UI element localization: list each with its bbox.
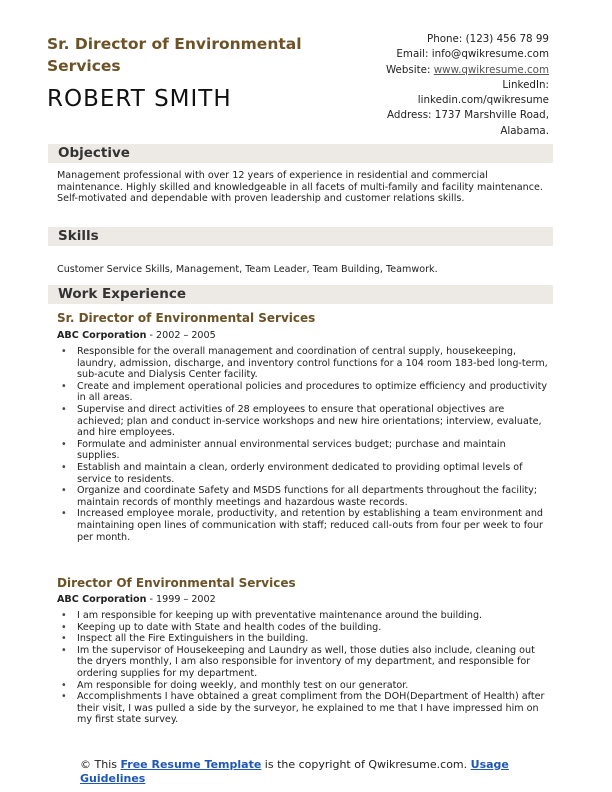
- footer-middle: is the copyright of Qwikresume.com.: [261, 758, 471, 771]
- contact-email: Email: info@qwikresume.com: [396, 48, 549, 61]
- skills-section-header: [48, 227, 553, 246]
- job-bullet: • Accomplishments I have obtained a great compliment from the DOH(Department of Health) after their visit, I was pulled a side by the surveyor, he explained to me that I have impressed him on my first state survey.: [57, 691, 551, 726]
- job-bullet: • Organize and coordinate Safety and MSDS functions for all departments throughout the facility; maintain records of monthly meetings and hazardous waste records.: [57, 485, 551, 508]
- footer-prefix: © This: [80, 758, 121, 771]
- job-bullet: • Supervise and direct activities of 28 employees to ensure that operational objectives are achieved; plan and conduct in-service workshops and new hire orientations; interview, evaluate, and hire employees.: [57, 404, 551, 439]
- job-company-line: [57, 330, 216, 341]
- objective-text: Management professional with over 12 years of experience in residential and commercial maintenance. Highly skilled and knowledgeable in all facets of multi-family and facility maintenance. Self-motivated and dependable with proven leadership and customer relations skills.: [57, 170, 543, 205]
- experience-heading: Work Experience: [58, 286, 186, 302]
- job-bullet-list: [57, 610, 551, 726]
- contact-website: [386, 63, 549, 78]
- usage-guidelines-link[interactable]: Usage Guidelines: [80, 758, 509, 785]
- job-title: Director Of Environmental Services: [57, 576, 296, 590]
- job-dates: - 1999 – 2002: [146, 594, 216, 605]
- job-bullet-list: [57, 346, 551, 543]
- website-link[interactable]: www.qwikresume.com: [433, 63, 549, 76]
- job-bullet: • Am responsible for doing weekly, and monthly test on our generator.: [57, 680, 551, 692]
- job-bullet: • Establish and maintain a clean, orderly environment dedicated to providing optimal levels of service to residents.: [57, 462, 551, 485]
- copyright-footer: [80, 758, 540, 786]
- candidate-name: ROBERT SMITH: [47, 86, 232, 112]
- skills-text: Customer Service Skills, Management, Team Leader, Team Building, Teamwork.: [57, 264, 438, 275]
- job-bullet: • I am responsible for keeping up with preventative maintenance around the building.: [57, 610, 551, 622]
- contact-address-line1: Address: 1737 Marshville Road,: [387, 109, 549, 122]
- free-resume-template-link[interactable]: Free Resume Template: [120, 758, 262, 771]
- job-dates: - 2002 – 2005: [146, 330, 216, 341]
- job-company: ABC Corporation: [57, 594, 147, 605]
- job-company-line: [57, 594, 216, 605]
- job-bullet: • Inspect all the Fire Extinguishers in the building.: [57, 633, 551, 645]
- contact-linkedin-value: linkedin.com/qwikresume: [417, 94, 549, 107]
- contact-block: [386, 32, 549, 139]
- website-label: Website:: [385, 63, 431, 76]
- job-bullet: • Formulate and administer annual environmental services budget; purchase and maintain supplies.: [57, 439, 551, 462]
- job-bullet: • Im the supervisor of Housekeeping and Laundry as well, those duties also include, cleaning out the dryers monthly, I am also responsible for inventory of my department, and responsible for ordering supplies for my department.: [57, 645, 551, 680]
- job-title: Sr. Director of Environmental Services: [57, 311, 316, 325]
- contact-linkedin-label: LinkedIn:: [502, 78, 549, 91]
- skills-heading: Skills: [58, 228, 99, 244]
- contact-address-line2: Alabama.: [500, 124, 549, 137]
- resume-job-title: Sr. Director of Environmental Services: [47, 35, 302, 75]
- objective-heading: Objective: [58, 145, 130, 161]
- experience-section-header: [48, 285, 553, 304]
- job-company: ABC Corporation: [57, 330, 147, 341]
- objective-section-header: [48, 144, 553, 163]
- job-bullet: • Keeping up to date with State and health codes of the building.: [57, 622, 551, 634]
- job-bullet: • Create and implement operational policies and procedures to optimize efficiency and productivity in all areas.: [57, 381, 551, 404]
- job-bullet: • Increased employee morale, productivity, and retention by establishing a team environment and maintaining open lines of communication with staff; reduced call-outs from four per week to four per month.: [57, 508, 551, 543]
- job-bullet: • Responsible for the overall management and coordination of central supply, housekeeping, laundry, admission, discharge, and inventory control functions for a 104 room 183-bed long-term, sub-acute and Dialysis Center facility.: [57, 346, 551, 381]
- contact-phone: Phone: (123) 456 78 99: [426, 33, 549, 45]
